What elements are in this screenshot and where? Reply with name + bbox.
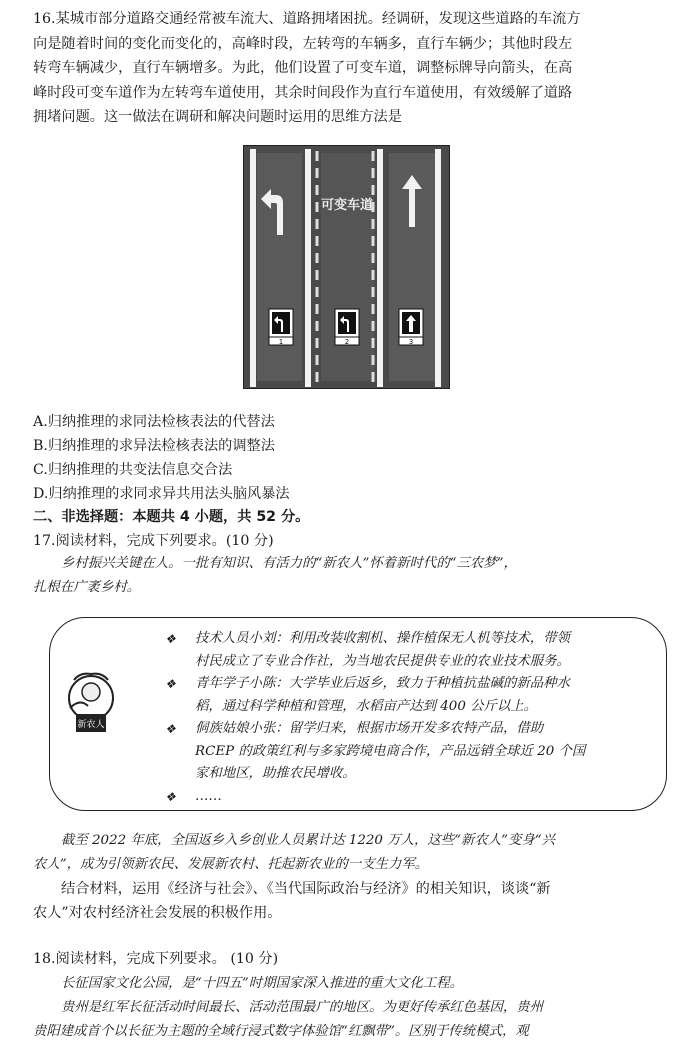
lane-sign-2 xyxy=(335,309,359,346)
q16-line: 拥堵问题。这一做法在调研和解决问题时运用的思维方法是 xyxy=(33,109,402,125)
list-item: ❖ 技术人员小刘：利用改装收割机、操作植保无人机等技术，带领 村民成立了专业合作社，为当地农民提供专业的农业技术服务。 xyxy=(165,628,655,673)
body-line: 农人”，成为引领新农民、发展新农村、托起新农业的一支生力军。 xyxy=(33,857,429,872)
body-line: 贵州是红军长征活动时间最长、活动范围最广的地区。为更好传承红色基因，贵州 xyxy=(61,1000,544,1015)
q16-line: 峰时段可变车道作为左转弯车道使用，其余时间段作为直行车道使用，有效缓解了道路 xyxy=(33,84,573,101)
question-16-options xyxy=(33,410,290,506)
option-a: A.归纳推理的求同法检核表法的代替法 xyxy=(33,414,275,430)
new-farmer-avatar-icon xyxy=(60,668,122,748)
diamond-bullet-icon: ❖ xyxy=(165,789,176,804)
q16-line: 16.某城市部分道路交通经常被车流大、道路拥堵困扰。经调研，发现这些道路的车流方 xyxy=(33,11,581,27)
section-heading: 二、非选择题：本题共 4 小题，共 52 分。 xyxy=(33,509,310,525)
question-18-body xyxy=(33,972,673,1044)
body-line: 农人”对农村经济社会发展的积极作用。 xyxy=(33,905,282,921)
variable-lane-figure xyxy=(243,145,450,389)
body-line: 长征国家文化公园，是“十四五”时期国家深入推进的重大文化工程。 xyxy=(61,976,464,991)
question-17-body xyxy=(33,829,663,925)
variable-lane-label: 可变车道 xyxy=(320,198,374,213)
q16-line: 转弯车辆减少，直行车辆增多。为此，他们设置了可变车道，调整标牌导向箭头，在高 xyxy=(33,60,573,76)
material-box xyxy=(49,617,667,811)
question-17-intro xyxy=(33,552,663,600)
question-16-stem xyxy=(33,7,663,130)
lane-number: 3 xyxy=(408,338,414,346)
option-c: C.归纳推理的共变法信息交合法 xyxy=(33,462,233,478)
list-item: ❖ …… xyxy=(165,786,655,809)
question-17-heading: 17.阅读材料，完成下列要求。(10 分) xyxy=(33,533,274,549)
body-line: 贵阳建成首个以长征为主题的全域行浸式数字体验馆“红飘带”。区别于传统模式，观 xyxy=(33,1024,529,1039)
body-line: 结合材料，运用《经济与社会》、《当代国际政治与经济》的相关知识，谈谈“新 xyxy=(61,881,551,897)
option-d: D.归纳推理的求同求异共用法头脑风暴法 xyxy=(33,486,290,502)
list-item: ❖ 青年学子小陈：大学毕业后返乡，致力于种植抗盐碱的新品种水 稻，通过科学种植和管理，水稻亩产达到 400 公斤以上。 xyxy=(165,673,655,718)
lane-line xyxy=(377,149,383,387)
question-18-heading: 18.阅读材料，完成下列要求。 (10 分) xyxy=(33,951,279,967)
bullet-list xyxy=(165,628,655,808)
lane-number: 1 xyxy=(278,338,284,346)
lane-sign-3 xyxy=(399,309,423,346)
avatar-label: 新农人 xyxy=(77,720,105,730)
intro-line: 乡村振兴关键在人。一批有知识、有活力的“新农人”怀着新时代的“三农梦”， xyxy=(61,556,517,571)
body-line: 截至 2022 年底，全国返乡入乡创业人员累计达 1220 万人，这些“新农人”变身“兴 xyxy=(61,833,556,848)
lane-line xyxy=(250,149,256,387)
lane-line xyxy=(435,149,441,387)
option-b: B.归纳推理的求异法检核表法的调整法 xyxy=(33,438,275,454)
q16-line: 向是随着时间的变化而变化的，高峰时段，左转弯的车辆多，直行车辆少；其他时段左 xyxy=(33,35,573,52)
lane-line xyxy=(305,149,311,387)
diamond-bullet-icon: ❖ xyxy=(165,632,176,646)
lane-sign-1 xyxy=(269,309,293,346)
intro-line: 扎根在广袤乡村。 xyxy=(33,580,141,595)
diamond-bullet-icon: ❖ xyxy=(165,722,176,736)
lane-number: 2 xyxy=(344,338,350,346)
list-item: ❖ 侗族姑娘小张：留学归来，根据市场开发多农特产品，借助 RCEP 的政策红利与多家跨境电商合作，产品远销全球近 20 个国 家和地区，助推农民增收。 xyxy=(165,718,655,786)
diamond-bullet-icon: ❖ xyxy=(165,677,176,691)
